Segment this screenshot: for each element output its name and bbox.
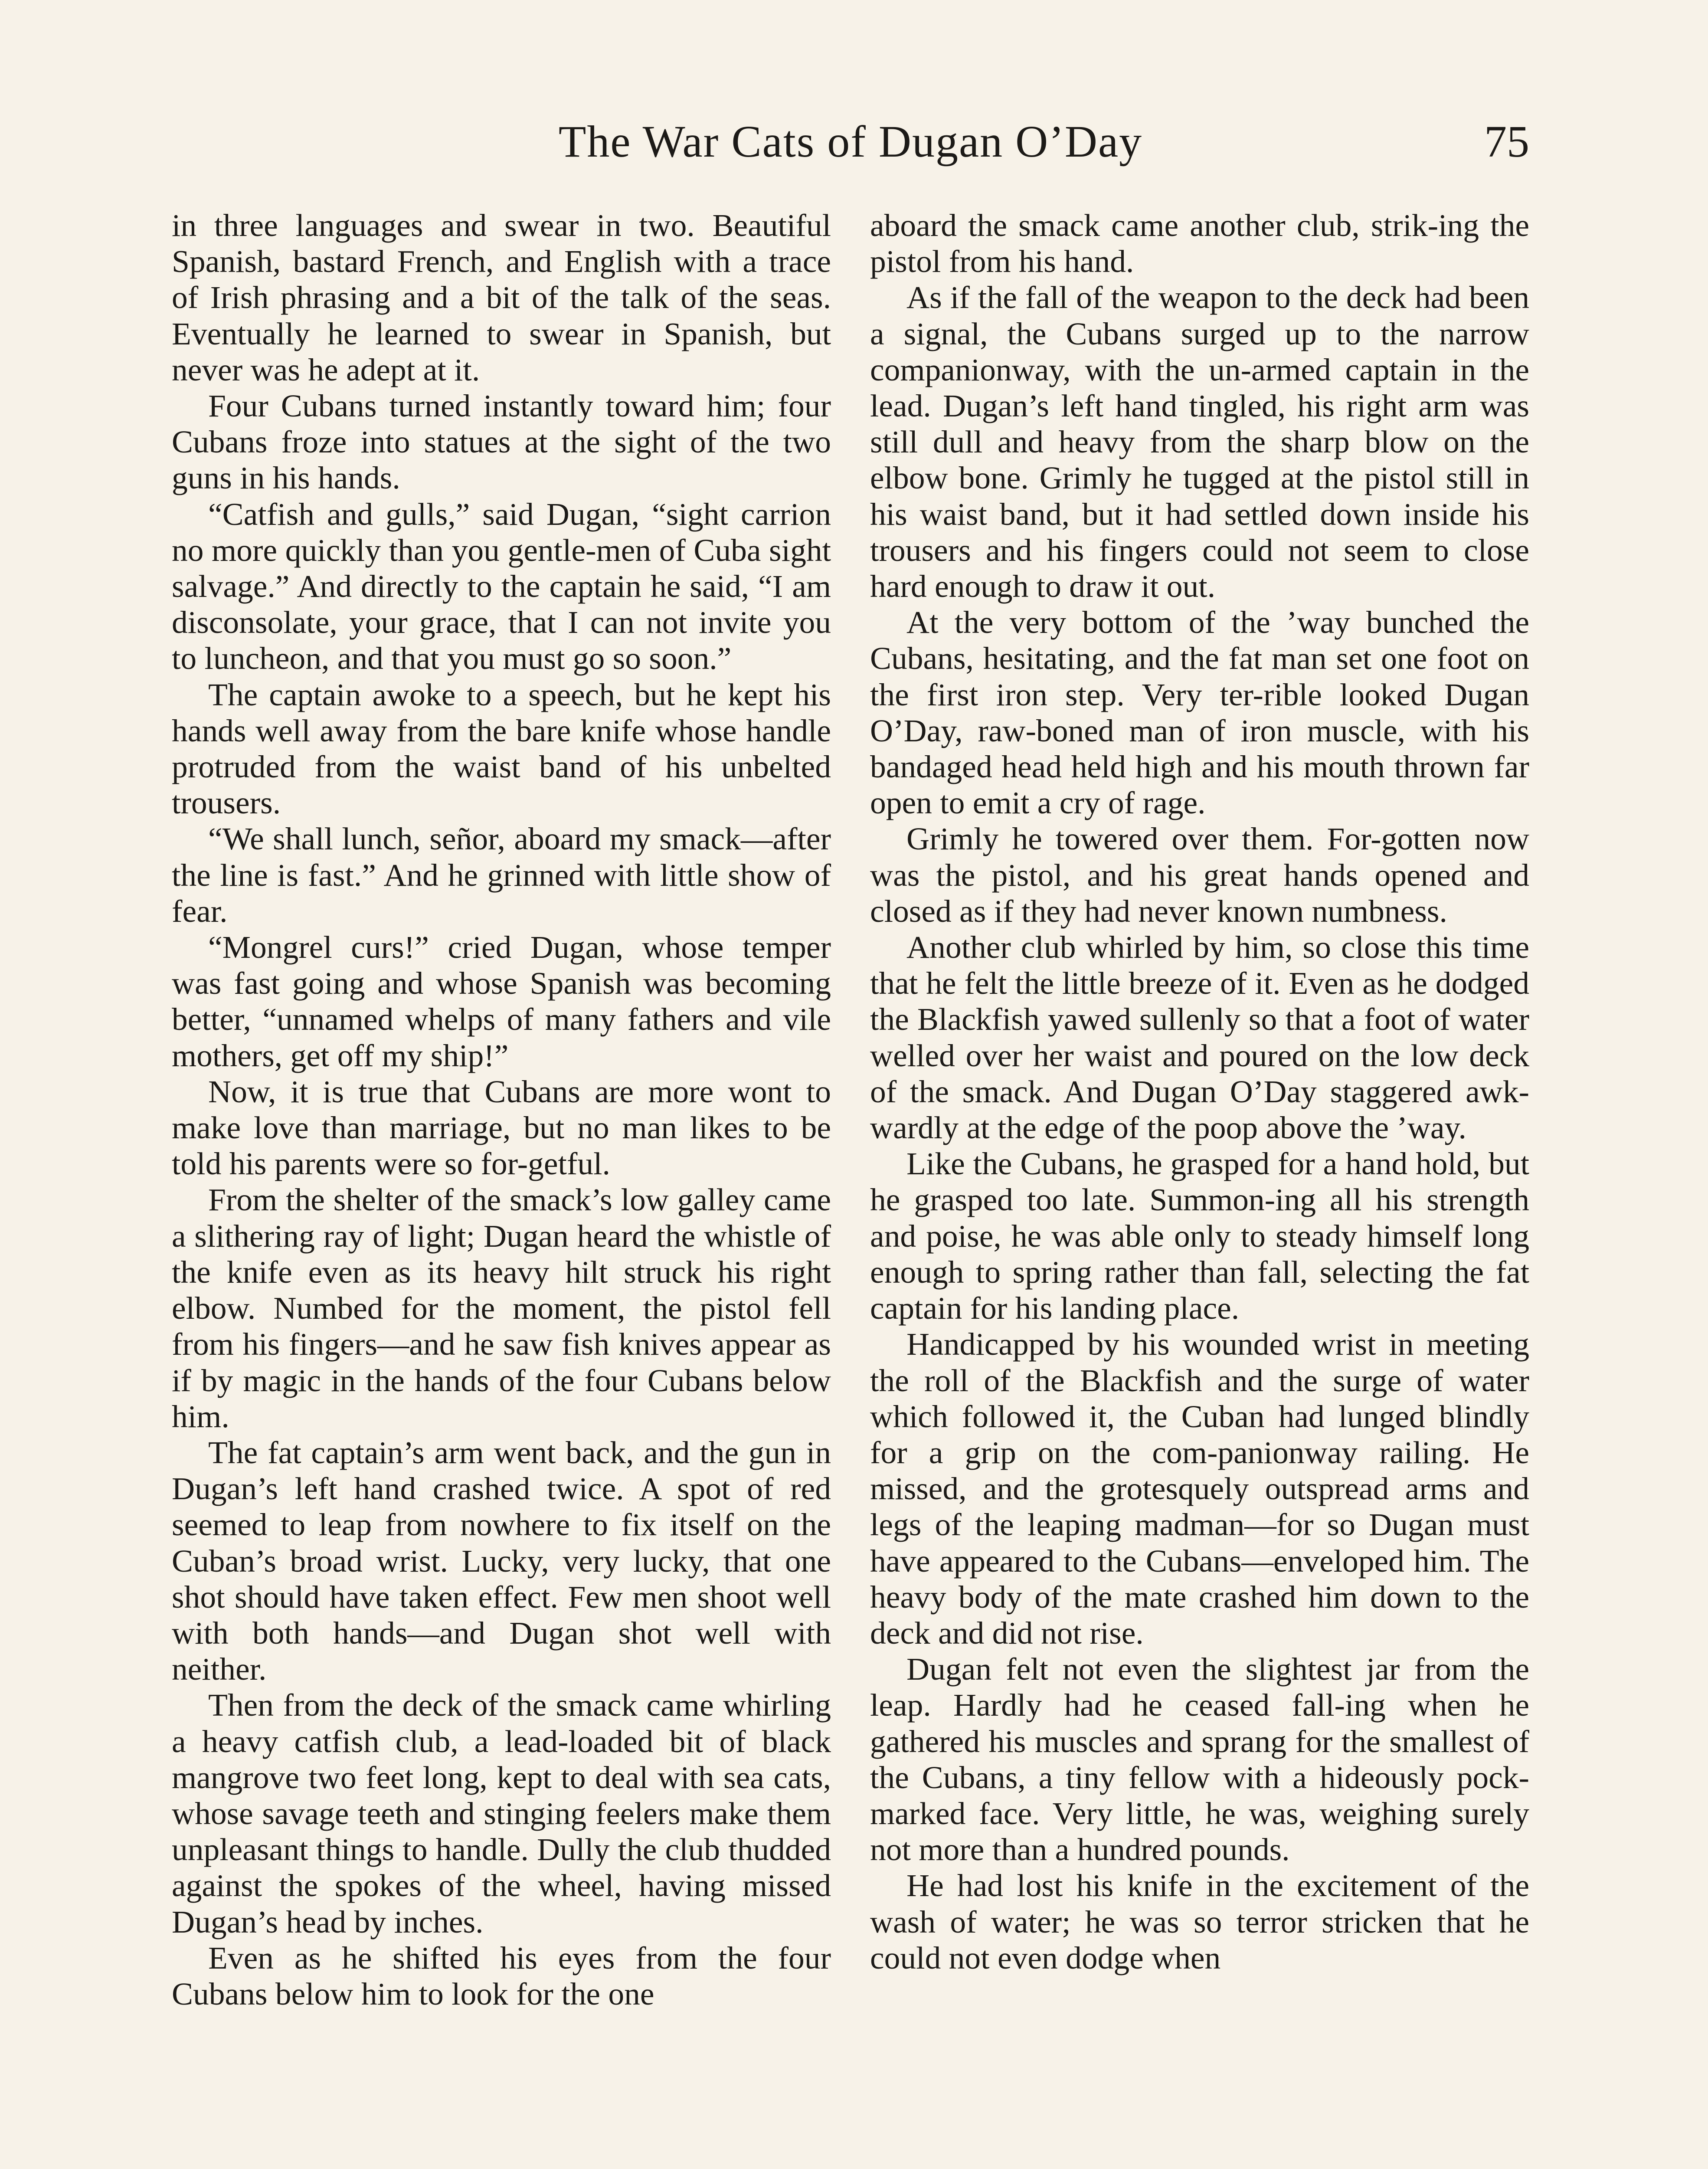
paragraph: “Mongrel curs!” cried Dugan, whose temper was fast going and whose Spanish was becoming better, “unnamed whelps of many fathers and vile mothers, get off my ship!” (172, 930, 831, 1073)
paragraph: “We shall lunch, señor, aboard my smack—after the line is fast.” And he grinned with little show of fear. (172, 821, 831, 929)
paragraph: Grimly he towered over them. For-gotten now was the pistol, and his great hands opened and closed as if they had never known numbness. (870, 821, 1529, 929)
page-header (172, 114, 1529, 170)
paragraph: At the very bottom of the ’way bunched the Cubans, hesitating, and the fat man set one foot on the first iron step. Very ter-rible looked Dugan O’Day, raw-boned man of iron muscle, with his bandaged head held high and his mouth thrown far open to emit a cry of rage. (870, 605, 1529, 821)
paragraph: Then from the deck of the smack came whirling a heavy catfish club, a lead-loaded bit of black mangrove two feet long, kept to deal with sea cats, whose savage teeth and stinging feelers make them unpleasant things to handle. Dully the club thudded against the spokes of the wheel, having missed Dugan’s head by inches. (172, 1687, 831, 1940)
paragraph: He had lost his knife in the excitement of the wash of water; he was so terror stricken that he could not even dodge when (870, 1868, 1529, 1976)
paragraph: Another club whirled by him, so close this time that he felt the little breeze of it. Even as he dodged the Blackfish yawed sullenly so that a foot of water welled over her waist and poured on the low deck of the smack. And Dugan O’Day staggered awk-wardly at the edge of the poop above the ’way. (870, 930, 1529, 1146)
paragraph: Four Cubans turned instantly toward him; four Cubans froze into statues at the sight of the two guns in his hands. (172, 388, 831, 496)
paragraph: Like the Cubans, he grasped for a hand hold, but he grasped too late. Summon-ing all his strength and poise, he was able only to steady himself long enough to spring rather than fall, selecting the fat captain for his landing place. (870, 1146, 1529, 1326)
page-number: 75 (1484, 117, 1529, 167)
paragraph: Even as he shifted his eyes from the four Cubans below him to look for the one (172, 1940, 831, 2012)
left-text-column (172, 207, 831, 2169)
paragraph: The captain awoke to a speech, but he kept his hands well away from the bare knife whose handle protruded from the waist band of his unbelted trousers. (172, 677, 831, 821)
paragraph: in three languages and swear in two. Beautiful Spanish, bastard French, and English with a trace of Irish phrasing and a bit of the talk of the seas. Eventually he learned to swear in Spanish, but never was he adept at it. (172, 208, 831, 387)
right-text-column (870, 207, 1529, 2169)
paragraph: Handicapped by his wounded wrist in meeting the roll of the Blackfish and the surge of water which followed it, the Cuban had lunged blindly for a grip on the com-panionway railing. He missed, and the grotesquely outspread arms and legs of the leaping madman—for so Dugan must have appeared to the Cubans—enveloped him. The heavy body of the mate crashed him down to the deck and did not rise. (870, 1327, 1529, 1651)
paragraph: aboard the smack came another club, strik-ing the pistol from his hand. (870, 208, 1529, 279)
paragraph: Dugan felt not even the slightest jar from the leap. Hardly had he ceased fall-ing when he gathered his muscles and sprang for the smallest of the Cubans, a tiny fellow with a hideously pock-marked face. Very little, he was, weighing surely not more than a hundred pounds. (870, 1651, 1529, 1868)
paragraph: As if the fall of the weapon to the deck had been a signal, the Cubans surged up to the narrow companionway, with the un-armed captain in the lead. Dugan’s left hand tingled, his right arm was still dull and heavy from the sharp blow on the elbow bone. Grimly he tugged at the pistol still in his waist band, but it had settled down inside his trousers and his fingers could not seem to close hard enough to draw it out. (870, 280, 1529, 604)
paragraph: The fat captain’s arm went back, and the gun in Dugan’s left hand crashed twice. A spot of red seemed to leap from nowhere to fix itself on the Cuban’s broad wrist. Lucky, very lucky, that one shot should have taken effect. Few men shoot well with both hands—and Dugan shot well with neither. (172, 1435, 831, 1687)
running-title: The War Cats of Dugan O’Day (558, 117, 1143, 167)
paragraph: “Catfish and gulls,” said Dugan, “sight carrion no more quickly than you gentle-men of Cuba sight salvage.” And directly to the captain he said, “I am disconsolate, your grace, that I can not invite you to luncheon, and that you must go so soon.” (172, 496, 831, 676)
paragraph: Now, it is true that Cubans are more wont to make love than marriage, but no man likes to be told his parents were so for-getful. (172, 1074, 831, 1182)
paragraph: From the shelter of the smack’s low galley came a slithering ray of light; Dugan heard the whistle of the knife even as its heavy hilt struck his right elbow. Numbed for the moment, the pistol fell from his fingers—and he saw fish knives appear as if by magic in the hands of the four Cubans below him. (172, 1182, 831, 1434)
